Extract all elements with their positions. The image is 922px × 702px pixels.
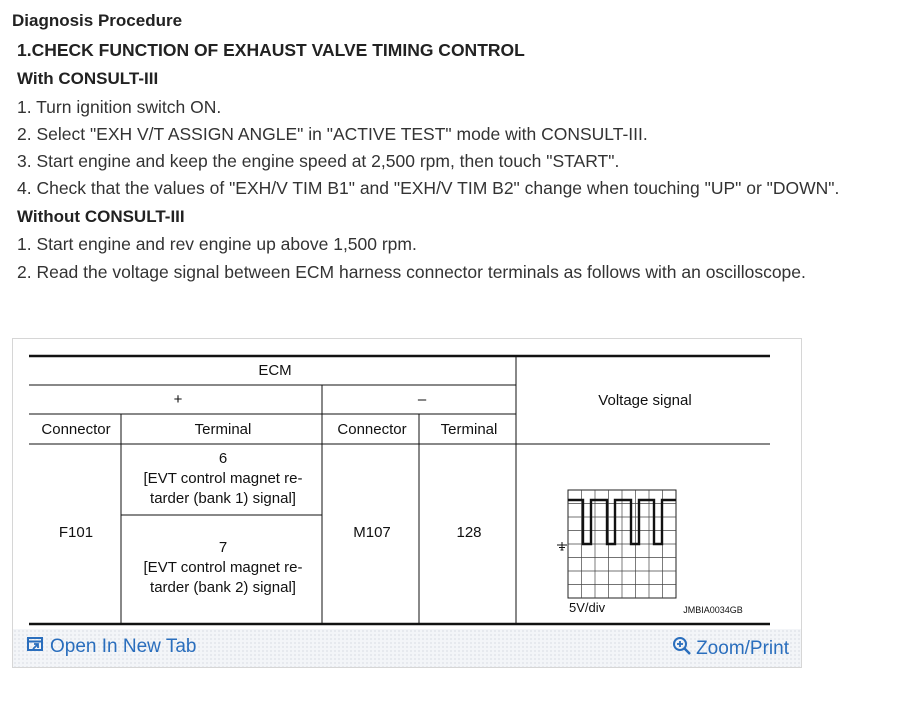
zoom-icon: [672, 636, 692, 662]
open-new-tab-link[interactable]: [27, 636, 196, 658]
voltage-signal-header: Voltage signal: [598, 392, 692, 409]
plus-terminal-header: Terminal: [194, 421, 252, 438]
without-consult-step-1: 1. Start engine and rev engine up above 1,500 rpm.: [17, 234, 417, 254]
terminal-2-desc-line2: tarder (bank 2) signal]: [150, 579, 296, 596]
figure-code: JMBIA0034GB: [683, 605, 743, 615]
connector-table-figure: [13, 339, 801, 629]
minus-connector-value: M107: [353, 524, 391, 541]
figure-footer: [13, 629, 801, 667]
terminal-1-desc-line2: tarder (bank 1) signal]: [150, 490, 296, 507]
with-consult-step-1: 1. Turn ignition switch ON.: [17, 97, 222, 117]
minus-header: –: [417, 391, 427, 408]
terminal-1-desc-line1: [EVT control magnet re-: [143, 470, 303, 487]
ecm-header: ECM: [258, 362, 292, 379]
with-consult-step-3: 3. Start engine and keep the engine speed at 2,500 rpm, then touch "START".: [17, 151, 620, 171]
terminal-2-desc-line1: [EVT control magnet re-: [143, 559, 303, 576]
with-consult-step-4: 4. Check that the values of "EXH/V TIM B1" and "EXH/V TIM B2" change when touching "UP" or "DOWN".: [17, 178, 840, 198]
plus-connector-value: F101: [58, 524, 94, 541]
section-heading: Diagnosis Procedure: [12, 11, 183, 30]
with-consult-heading: With CONSULT-III: [17, 69, 159, 88]
minus-connector-header: Connector: [337, 421, 407, 438]
zoom-print-label: Zoom/Print: [696, 638, 789, 659]
open-new-tab-label: Open In New Tab: [50, 636, 197, 657]
terminal-1-number: 6: [218, 450, 228, 467]
minus-terminal-value: 128: [456, 524, 482, 541]
with-consult-step-2: 2. Select "EXH V/T ASSIGN ANGLE" in "ACTIVE TEST" mode with CONSULT-III.: [17, 124, 648, 144]
minus-terminal-header: Terminal: [440, 421, 498, 438]
without-consult-heading: Without CONSULT-III: [17, 207, 185, 226]
open-new-tab-icon: [27, 636, 44, 658]
plus-header: +: [173, 391, 183, 408]
step-title: 1.CHECK FUNCTION OF EXHAUST VALVE TIMING CONTROL: [17, 40, 525, 60]
scope-scale-label: 5V/div: [569, 600, 606, 615]
zoom-print-link[interactable]: [672, 636, 789, 662]
oscilloscope-waveform: [557, 490, 676, 598]
plus-connector-header: Connector: [41, 421, 111, 438]
figure-panel: [12, 338, 802, 668]
without-consult-step-2: 2. Read the voltage signal between ECM harness connector terminals as follows with an oscilloscope.: [17, 262, 806, 282]
terminal-2-number: 7: [218, 539, 228, 556]
connector-table: [13, 339, 801, 629]
